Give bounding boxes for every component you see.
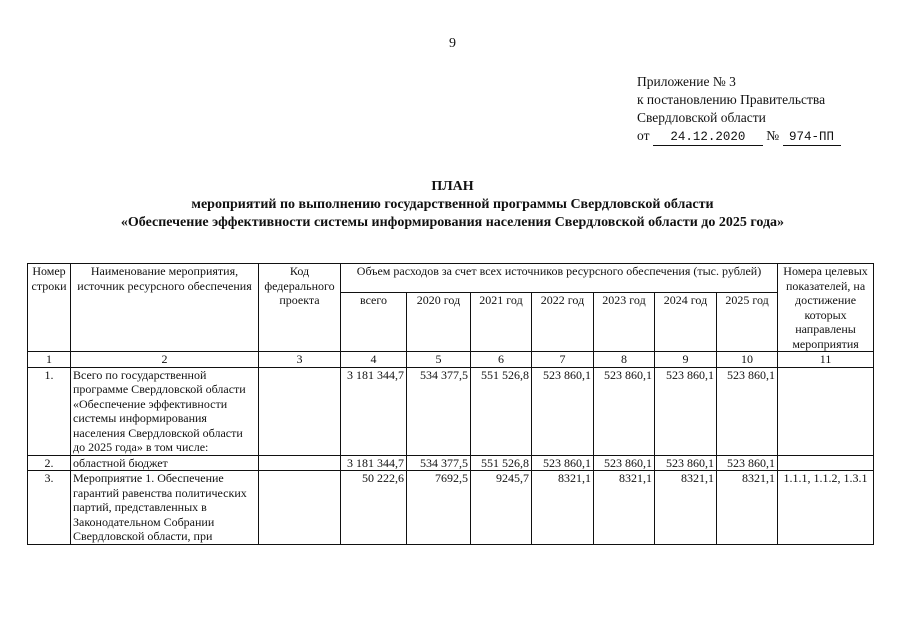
row-name: областной бюджет [71, 455, 259, 471]
row-code [259, 367, 341, 455]
header-2020: 2020 год [407, 293, 471, 352]
value-2020: 534 377,5 [407, 455, 471, 471]
row-number: 1. [28, 367, 71, 455]
col-number: 2 [71, 352, 259, 368]
title-line-1: ПЛАН [431, 179, 474, 194]
from-label: от [637, 128, 650, 143]
col-number: 4 [341, 352, 407, 368]
row-targets [778, 367, 874, 455]
row-number: 3. [28, 471, 71, 545]
value-2024: 523 860,1 [655, 455, 717, 471]
header-2022: 2022 год [532, 293, 594, 352]
value-2021: 9245,7 [471, 471, 532, 545]
col-number: 8 [594, 352, 655, 368]
value-2024: 523 860,1 [655, 367, 717, 455]
value-total: 3 181 344,7 [341, 455, 407, 471]
row-targets: 1.1.1, 1.1.2, 1.3.1 [778, 471, 874, 545]
col-number: 9 [655, 352, 717, 368]
plan-table [27, 263, 874, 545]
value-2020: 7692,5 [407, 471, 471, 545]
value-2020: 534 377,5 [407, 367, 471, 455]
row-targets [778, 455, 874, 471]
document-title [0, 178, 905, 232]
header-row-number: Номер строки [28, 264, 71, 352]
value-2024: 8321,1 [655, 471, 717, 545]
header-2023: 2023 год [594, 293, 655, 352]
resolution-date: 24.12.2020 [653, 130, 763, 146]
appendix-date-line [637, 127, 841, 146]
header-2025: 2025 год [717, 293, 778, 352]
appendix-block [637, 73, 841, 146]
col-number: 5 [407, 352, 471, 368]
header-2021: 2021 год [471, 293, 532, 352]
table-row [28, 471, 874, 545]
value-2021: 551 526,8 [471, 367, 532, 455]
header-row-1 [28, 264, 874, 293]
header-2024: 2024 год [655, 293, 717, 352]
col-number: 6 [471, 352, 532, 368]
value-2022: 523 860,1 [532, 455, 594, 471]
value-2023: 8321,1 [594, 471, 655, 545]
table-row [28, 455, 874, 471]
resolution-number: 974-ПП [783, 130, 841, 146]
page-number: 9 [449, 36, 456, 51]
col-number: 7 [532, 352, 594, 368]
value-2022: 8321,1 [532, 471, 594, 545]
header-total: всего [341, 293, 407, 352]
appendix-line-1: Приложение № 3 [637, 74, 736, 89]
header-name: Наименование мероприятия, источник ресурсного обеспечения [71, 264, 259, 352]
header-expenses: Объем расходов за счет всех источников ресурсного обеспечения (тыс. рублей) [341, 264, 778, 293]
value-2023: 523 860,1 [594, 367, 655, 455]
row-number: 2. [28, 455, 71, 471]
value-2022: 523 860,1 [532, 367, 594, 455]
header-code: Код федерального проекта [259, 264, 341, 352]
number-label: № [766, 128, 780, 143]
col-number: 3 [259, 352, 341, 368]
col-number: 10 [717, 352, 778, 368]
value-2025: 523 860,1 [717, 455, 778, 471]
column-numbers-row [28, 352, 874, 368]
appendix-line-3: Свердловской области [637, 110, 766, 125]
table-row [28, 367, 874, 455]
value-total: 50 222,6 [341, 471, 407, 545]
row-code [259, 455, 341, 471]
title-line-3: «Обеспечение эффективности системы информирования населения Свердловской области до 2025 года» [120, 215, 785, 230]
value-2025: 8321,1 [717, 471, 778, 545]
row-name: Мероприятие 1. Обеспечение гарантий равенства политических партий, представленных в Законодательном Собрании Свердловской области, при [71, 471, 259, 545]
value-2025: 523 860,1 [717, 367, 778, 455]
row-name: Всего по государственной программе Свердловской области «Обеспечение эффективности системы информирования населения Свердловской области до 2025 года» в том числе: [71, 367, 259, 455]
col-number: 1 [28, 352, 71, 368]
header-targets: Номера целевых показателей, на достижение которых направлены мероприятия [778, 264, 874, 352]
value-total: 3 181 344,7 [341, 367, 407, 455]
value-2021: 551 526,8 [471, 455, 532, 471]
appendix-line-2: к постановлению Правительства [637, 92, 826, 107]
value-2023: 523 860,1 [594, 455, 655, 471]
title-line-2: мероприятий по выполнению государственной программы Свердловской области [191, 197, 714, 212]
row-code [259, 471, 341, 545]
col-number: 11 [778, 352, 874, 368]
